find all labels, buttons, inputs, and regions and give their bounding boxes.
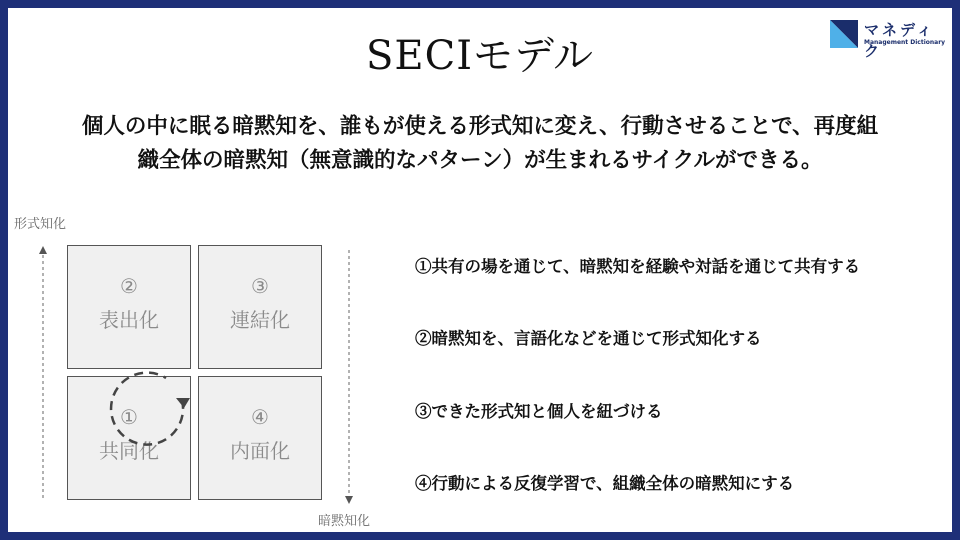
quadrant-name: 表出化 [99, 308, 159, 332]
slide-title: SECIモデル [365, 33, 594, 79]
description-line-2: 織全体の暗黙知（無意識的なパターン）が生まれるサイクルができる。 [137, 148, 823, 173]
quadrant-number: ② [120, 274, 138, 298]
slide [8, 8, 952, 532]
quadrant-number: ① [120, 405, 138, 429]
quadrant-name: 連結化 [230, 308, 290, 332]
quadrant-number: ③ [251, 274, 269, 298]
logo-tagline: Management Dictionary [864, 39, 946, 46]
quadrant-number: ④ [251, 405, 269, 429]
quadrant-name: 共同化 [99, 439, 159, 463]
quadrant-name: 内面化 [230, 439, 290, 463]
axis-label-explicit: 形式知化 [14, 217, 67, 232]
step-item-1: ①共有の場を通じて、暗黙知を経験や対話を通じて共有する [415, 257, 861, 276]
logo-name: マネディク [864, 21, 935, 60]
step-item-3: ③できた形式知と個人を紐づける [415, 402, 663, 421]
description-line-1: 個人の中に眠る暗黙知を、誰もが使える形式知に変え、行動させることで、再度組 [81, 114, 879, 139]
step-item-2: ②暗黙知を、言語化などを通じて形式知化する [415, 329, 762, 348]
axis-label-tacit: 暗黙知化 [318, 514, 371, 529]
step-item-4: ④行動による反復学習で、組織全体の暗黙知にする [415, 474, 795, 493]
